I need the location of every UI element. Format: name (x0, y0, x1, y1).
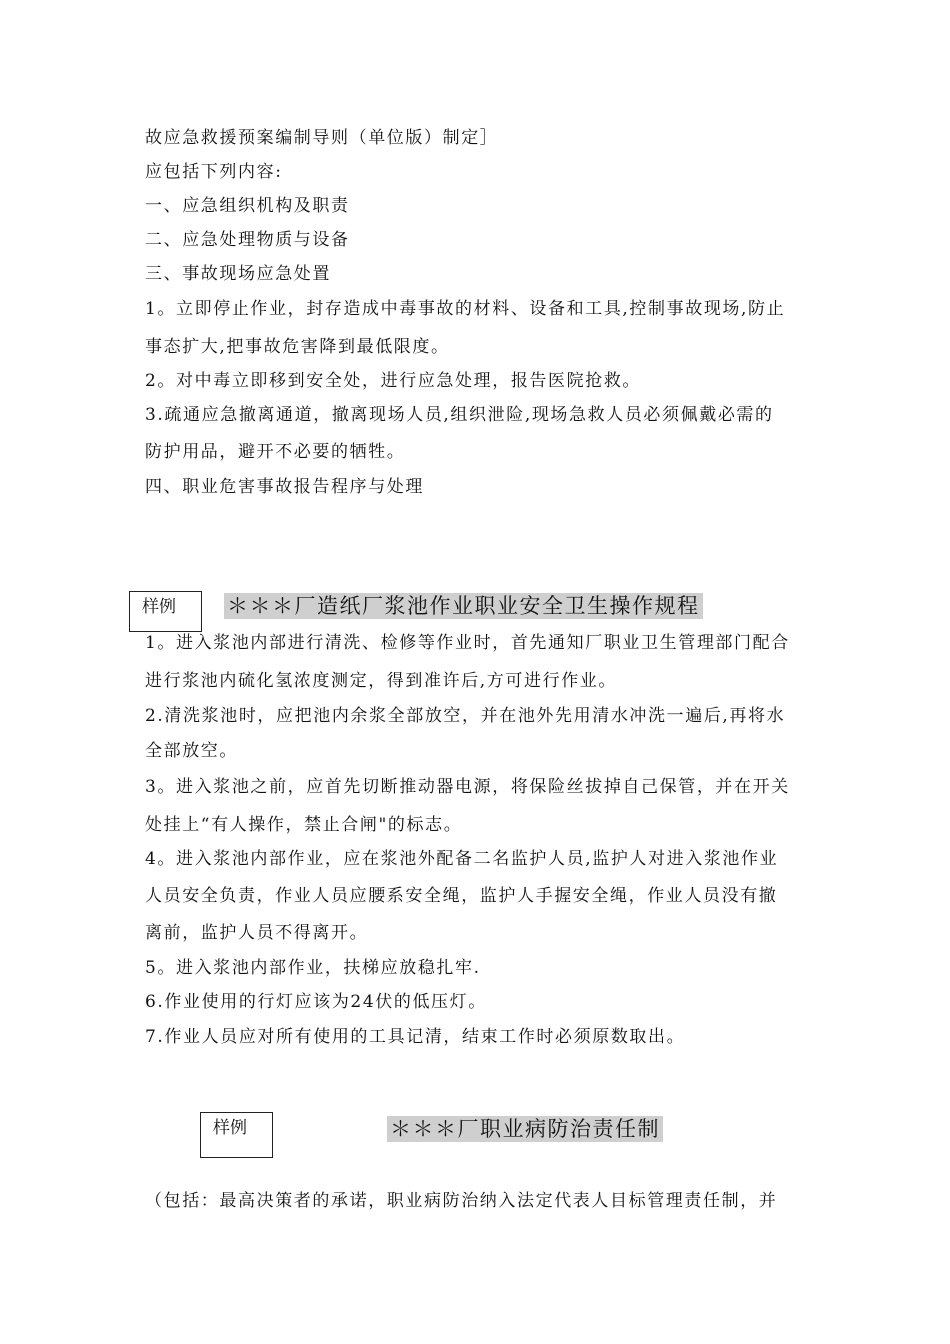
section-heading: ＊＊＊厂造纸厂浆池作业职业安全卫生操作规程 (224, 593, 703, 619)
section-heading: ＊＊＊厂职业病防治责任制 (387, 1116, 663, 1142)
paragraph-line: 7.作业人员应对所有使用的工具记清，结束工作时必须原数取出。 (145, 1027, 686, 1047)
paragraph-line: 2.清洗浆池时，应把池内余浆全部放空，并在池外先用清水冲洗一遍后,再将水 (145, 706, 786, 726)
paragraph-line: 一、应急组织机构及职责 (145, 196, 350, 216)
paragraph-line: 进行浆池内硫化氢浓度测定，得到准许后,方可进行作业。 (145, 671, 618, 691)
paragraph-line: 四、职业危害事故报告程序与处理 (145, 477, 424, 497)
paragraph-line: 应包括下列内容: (145, 162, 283, 182)
sample-tag: 样例 (129, 591, 202, 632)
paragraph-line: 人员安全负责，作业人员应腰系安全绳，监护人手握安全绳，作业人员没有撤 (145, 886, 778, 906)
paragraph-line: （包括：最高决策者的承诺，职业病防治纳入法定代表人目标管理责任制，并 (145, 1191, 778, 1211)
paragraph-line: 1。立即停止作业，封存造成中毒事故的材料、设备和工具,控制事故现场,防止 (145, 299, 786, 319)
paragraph-line: 3。进入浆池之前，应首先切断推动器电源，将保险丝拔掉自己保管，并在开关 (145, 777, 790, 797)
paragraph-line: 3.疏通应急撤离通道，撤离现场人员,组织泄险,现场急救人员必须佩戴必需的 (145, 405, 774, 425)
paragraph-line: 三、事故现场应急处置 (145, 264, 331, 284)
paragraph-line: 防护用品，避开不必要的牺牲。 (145, 442, 406, 462)
sample-tag: 样例 (200, 1112, 273, 1158)
paragraph-line: 故应急救援预案编制导则（单位版）制定］ (145, 128, 499, 148)
paragraph-line: 5。进入浆池内部作业，扶梯应放稳扎牢. (145, 958, 481, 978)
paragraph-line: 二、应急处理物质与设备 (145, 230, 350, 250)
paragraph-line: 2。对中毒立即移到安全处，进行应急处理，报告医院抢救。 (145, 371, 642, 391)
paragraph-line: 离前，监护人员不得离开。 (145, 923, 369, 943)
paragraph-line: 处挂上“有人操作，禁止合闸"的标志。 (145, 815, 463, 835)
paragraph-line: 4。进入浆池内部作业，应在浆池外配备二名监护人员,监护人对进入浆池作业 (145, 849, 779, 869)
paragraph-line: 6.作业使用的行灯应该为24伏的低压灯。 (145, 992, 487, 1012)
paragraph-line: 1。进入浆池内部进行清洗、检修等作业时，首先通知厂职业卫生管理部门配合 (145, 633, 790, 653)
paragraph-line: 事态扩大,把事故危害降到最低限度。 (145, 337, 450, 357)
paragraph-line: 全部放空。 (145, 741, 238, 761)
